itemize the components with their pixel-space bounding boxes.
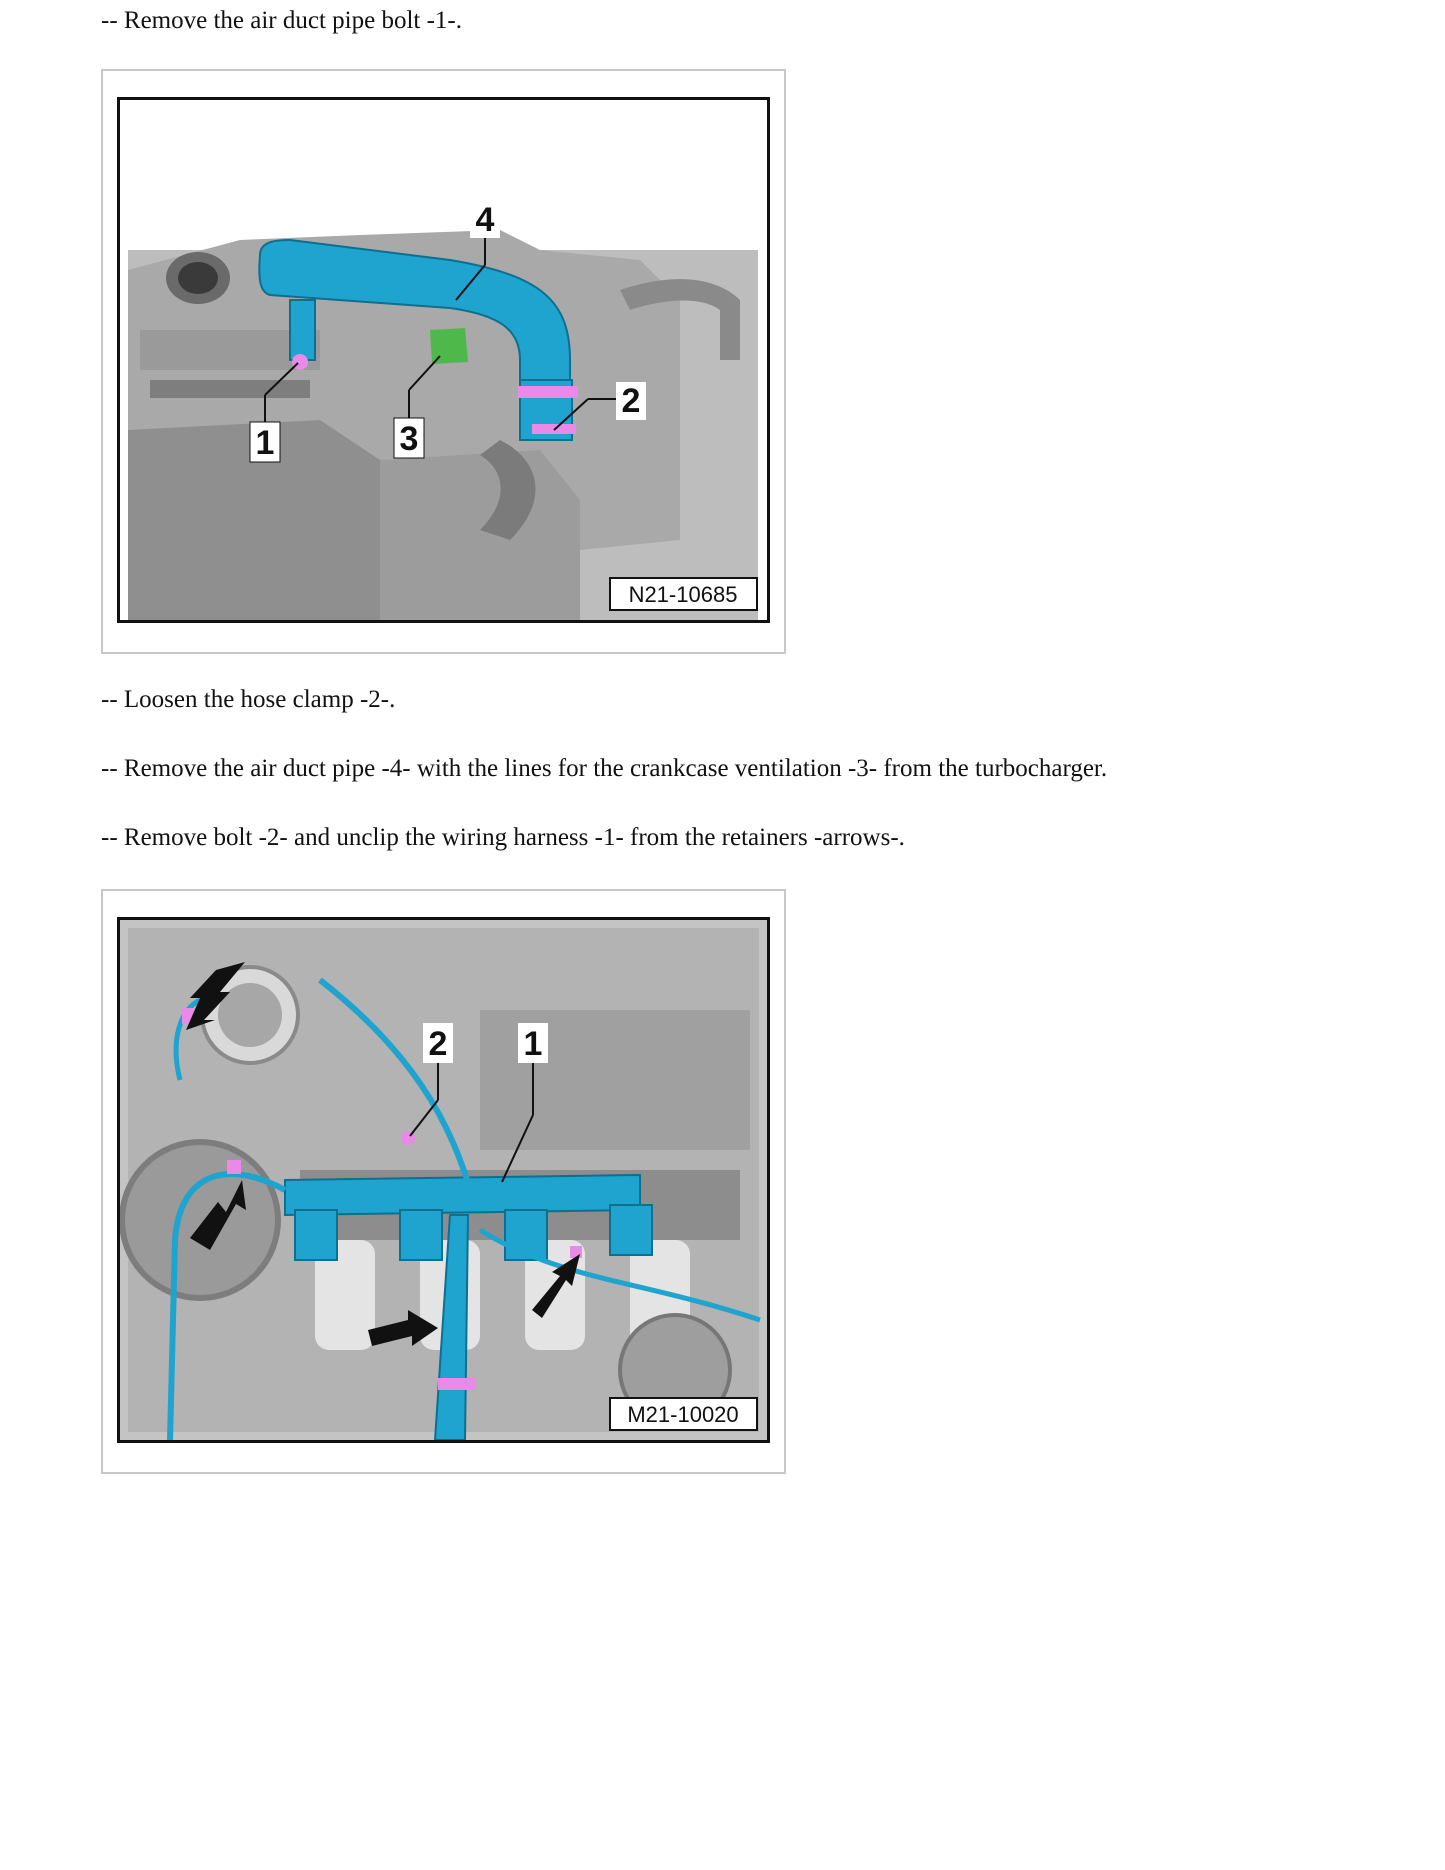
- harness-connector-1: [295, 1210, 337, 1260]
- throttle-body-opening: [178, 262, 218, 294]
- figure-wiring-harness-illustration: [117, 917, 770, 1443]
- manifold-ridge-lower: [150, 380, 310, 398]
- callout-2: 2: [621, 382, 641, 420]
- harness-connector-2: [400, 1210, 442, 1260]
- step-unclip-harness: -- Remove bolt -2- and unclip the wiring harness -1- from the retainers -arrows-.: [101, 824, 905, 851]
- wiring-harness-rail: [285, 1175, 640, 1215]
- step-loosen-clamp: -- Loosen the hose clamp -2-.: [101, 686, 396, 713]
- engine-illustration-1: [120, 100, 767, 620]
- figure-wiring-harness: [101, 889, 786, 1474]
- retainer-bottom: [438, 1378, 476, 1390]
- figure-air-duct-pipe: [101, 69, 786, 654]
- figure-air-duct-pipe-illustration: [117, 97, 770, 623]
- step-remove-bolt: -- Remove the air duct pipe bolt -1-.: [101, 7, 462, 34]
- figure-ref-label: N21-10685: [628, 582, 738, 607]
- retainer-left: [227, 1160, 241, 1174]
- harness-connector-4: [610, 1205, 652, 1255]
- air-duct-bracket: [290, 300, 315, 360]
- step-remove-air-duct: -- Remove the air duct pipe -4- with the lines for the crankcase ventilation -3- from the turbocharger.: [101, 755, 1108, 782]
- engine-illustration-2: [120, 920, 767, 1440]
- callout-2: 2: [428, 1025, 448, 1063]
- engine-lower-middle: [380, 450, 580, 620]
- callout-1: 1: [523, 1025, 543, 1063]
- figure-ref-label: M21-10020: [627, 1402, 739, 1427]
- retainer-right: [570, 1246, 582, 1258]
- crankcase-ventilation-line: [430, 328, 468, 364]
- hose-clamp-upper: [518, 386, 578, 398]
- flywheel: [122, 1142, 278, 1298]
- callout-3: 3: [399, 420, 419, 458]
- callout-4: 4: [475, 201, 495, 239]
- callout-1: 1: [255, 424, 275, 462]
